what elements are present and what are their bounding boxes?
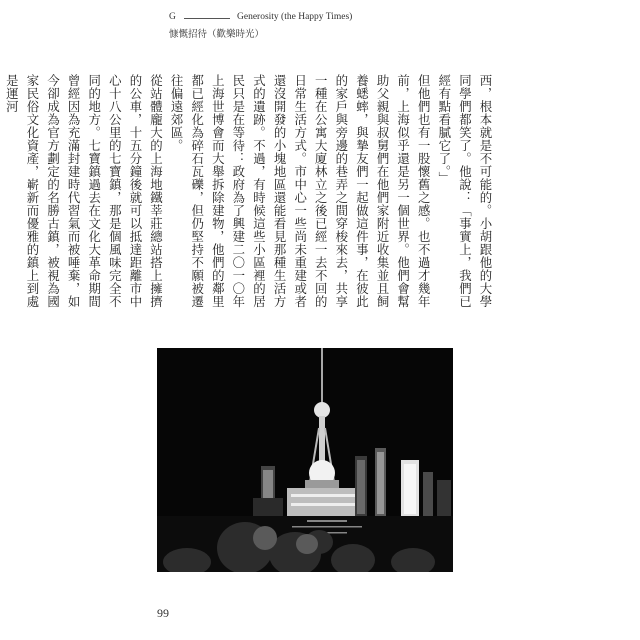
running-header-chinese-title: 慷慨招待（歡樂時光） [169, 29, 265, 40]
page-number: 99 [157, 606, 169, 620]
body-paragraph-2: 但他們也有一股懷舊之感。也不過才幾年前，上海似乎還是另一個世界。他們會幫助父親與叔舅們在他們家附近收集並且飼養蟋蟀，與摯友們一起做這件事，在彼此的家戶與旁邊的巷弄之間穿梭來去，共享一種在公寓大廈林立之後已經一去不回的日常生活方式。市中心一些尚未重建或者還沒開發的小塊地區還能看見那種生活方式的遺跡。不過，有時候這些小區裡的居民只是在等待：政府為了興建二〇一〇年上海世博會而大舉拆除建物，他們的鄰里都已經化為碎石瓦礫，但仍堅持不願被遷往偏遠郊區。 [169, 74, 432, 308]
running-header-letter: G [169, 12, 176, 22]
running-header-title: Generosity (the Happy Times) [237, 12, 353, 22]
vertical-body-text [4, 74, 495, 314]
header-rule [184, 18, 230, 19]
skyline-illustration [157, 348, 453, 572]
body-paragraph-1: 西，根本就是不可能的。小胡跟他的大學同學們都笑了。他說：「事實上，我們已經有點看膩它了。」 [436, 74, 493, 308]
night-skyline-photo [157, 348, 453, 572]
body-paragraph-3: 從站體龐大的上海地鐵莘莊總站搭上擁擠的公車，十五分鐘後就可以抵達距離市中心十八公里的七寶鎮，那是個風味完全不同的地方。七寶鎮過去在文化大革命期間曾經因為充滿封建時代習氣而被唾棄，如今卻成為官方劃定的名勝古鎮，被視為國家民俗文化資產，嶄新而優雅的鎮上到處是運河 [4, 74, 164, 308]
